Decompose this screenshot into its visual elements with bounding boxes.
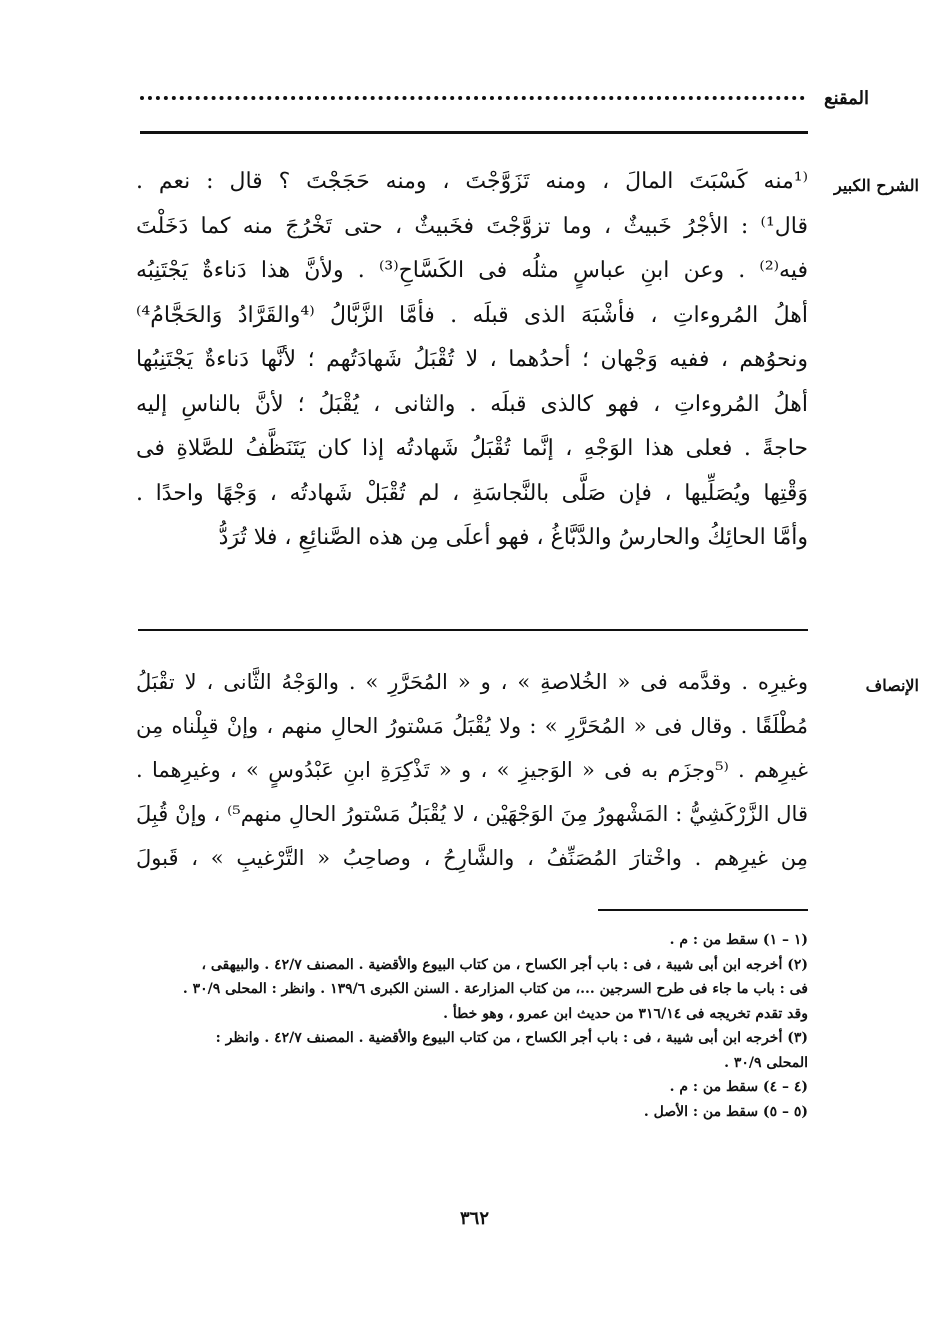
- section-label-insaf: الإنصاف: [865, 676, 919, 695]
- insaf-text-block: [136, 660, 808, 880]
- footnote: فى : باب ما جاء فى طرح السرجين ...، من كتاب المزارعة . السنن الكبرى ١٣٩/٦ . وانظر : المحلى ٣٠/٩ .: [182, 981, 808, 997]
- main-text-line: أهلُ المُروءاتِ ، فأشْبَهَ الذى قبلَه . فأمَّا الزَّبَّالُ ⁽⁴والقَرَّادُ وَالحَجَّامُ⁴⁾: [136, 302, 808, 328]
- running-head-title: المقنع: [823, 88, 869, 109]
- running-head-dotted-leader: [140, 96, 805, 100]
- footnote: (٥ – ٥) سقط من : الأصل .: [643, 1103, 808, 1120]
- main-text-line: حاجةً . فعلى هذا الوَجْهِ ، إنَّما تُقْبَلُ شَهادتُه إذا كان يَتَنَظَّفُ للصَّلاةِ فى: [136, 436, 808, 461]
- insaf-text-line: مِن غيرِهم . واخْتارَ المُصَنِّفُ ، والشَّارِحُ ، وصاحِبُ « التَّرْغيبِ » ، قَبولَ: [136, 846, 808, 870]
- header-rule: [140, 131, 808, 134]
- main-text-line: ⁽¹منه كَسْبَتَ المالَ ، ومنه تَزَوَّجْتَ ، ومنه حَجَجْتَ ؟ قال : نعم .: [136, 169, 808, 194]
- main-text-line: وأمَّا الحائِكُ والحارسُ والدَّبَّاغُ ، فهو أعلَى مِن هذه الصَّنائِعِ ، فلا تُرَدُّ: [218, 525, 808, 550]
- footnote: (٢) أخرجه ابن أبى شيبة ، فى : باب أجر الكساح ، من كتاب البيوع والأقضية . المصنف ٤٢/٧ . والبيهقى ،: [201, 956, 808, 973]
- main-text-line: أهلُ المُروءاتِ ، فهو كالذى قبلَه . والثانى ، يُقْبَلُ ؛ لأنَّ بالناسِ إليه: [136, 391, 808, 417]
- footnote: (٤ – ٤) سقط من : م .: [669, 1079, 808, 1095]
- section-divider: [138, 629, 808, 631]
- footnote: المحلى ٣٠/٩ .: [724, 1054, 808, 1071]
- insaf-text-line: قال الزَّرْكَشِيُّ : المَشْهورُ مِنَ الوَجْهَيْن ، لا يُقْبَلُ مَسْتورُ الحالِ منهم⁵⁾ ، وإنْ قُبِلَ: [136, 802, 808, 826]
- main-text-line: فيه⁽²⁾ . وعن ابنِ عباسٍ مثلُه فى الكَسَّاحِ⁽³⁾ . ولأنَّ هذا دَناءةٌ يَجْتَنِبُه: [136, 258, 808, 283]
- footnote: وقد تقدم تخريجه فى ٣١٦/١٤ من حديث ابن عمرو ، وهو خطأ .: [443, 1005, 808, 1022]
- page-number: ٣٦٢: [459, 1208, 489, 1229]
- main-text-line: ونحوُهم ، ففيه وَجْهان ؛ أحدُهما ، لا تُقْبَلُ شَهادَتُهم ؛ لأنَّها دَناءةٌ يَجْتَنِبُها: [136, 347, 808, 372]
- footnote: (٣) أخرجه ابن أبى شيبة ، فى : باب أجر الكساح ، من كتاب البيوع والأقضية . المصنف ٤٢/٧ . وانظر :: [215, 1030, 808, 1046]
- main-text-line: وَقْتِها ويُصَلِّيها ، فإن صَلَّى بالنَّجاسَةِ ، لم تُقْبَلْ شَهادتُه ، وَجْهًا واحدًا .: [136, 480, 808, 506]
- footnotes-block: [136, 928, 808, 1124]
- insaf-text-line: مُطْلَقًا . وقال فى « المُحَرَّرِ » : ولا يُقْبَلُ مَسْتورُ الحالِ منهم ، وإنْ قبِلْناه مِن: [136, 714, 808, 738]
- main-text-line: قال¹⁾ : الأجْرُ خَبيثٌ ، وما تزوَّجْتَ فخَبيثٌ ، حتى تَخْرُجَ منه كما دَخَلْتَ: [136, 213, 808, 239]
- insaf-text-line: غيرِهم . ⁽⁵وجزَم به فى « الوَجيزِ » ، و « تَذْكِرَةِ ابنِ عَبْدُوسٍ » ، وغيرِهما .: [136, 758, 808, 782]
- section-label-sharh: الشرح الكبير: [834, 176, 919, 195]
- footnote-separator: [598, 909, 808, 911]
- footnote: (١ – ١) سقط من : م .: [669, 932, 808, 948]
- insaf-text-line: وغيرِه . وقدَّمه فى « الخُلاصةِ » ، و « المُحَرَّرِ » . والوَجْهُ الثَّانى ، لا تقْبَلُ: [136, 670, 808, 694]
- main-text-block: [136, 160, 808, 561]
